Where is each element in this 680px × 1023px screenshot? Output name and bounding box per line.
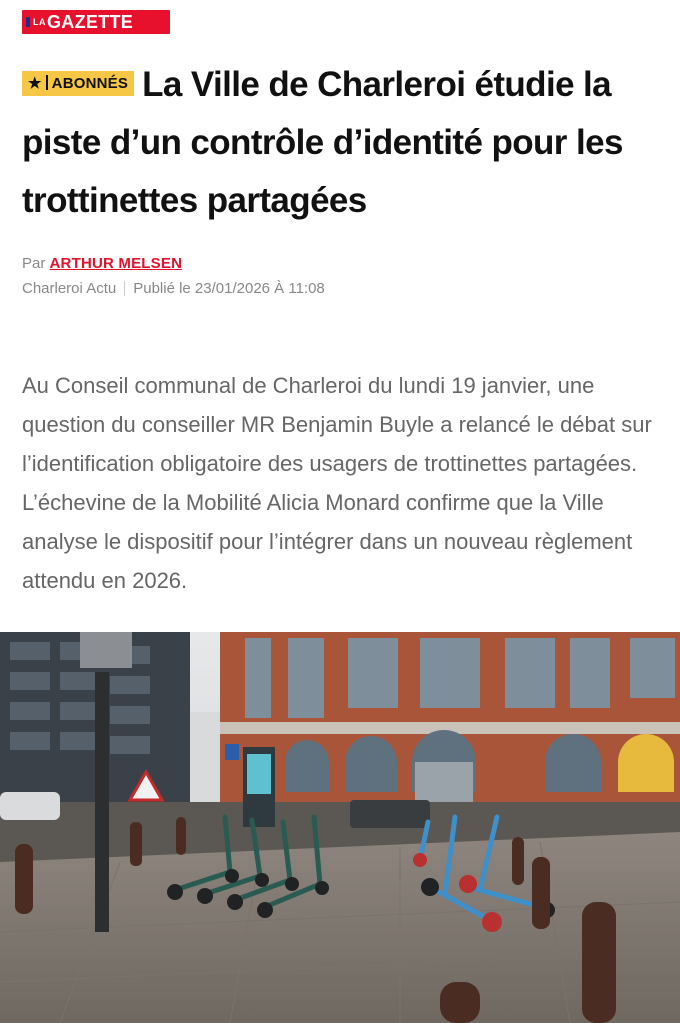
site-logo[interactable] [22, 10, 170, 34]
byline-prefix: Par [22, 255, 46, 272]
logo-name: GAZETTE [47, 11, 134, 32]
street-scene-illustration [0, 632, 680, 1023]
star-icon: ★ [28, 75, 42, 92]
flag-mark [26, 17, 30, 27]
article-header [22, 56, 662, 230]
article-photo[interactable] [0, 632, 680, 1023]
publish-date: Publié le 23/01/2026 À 11:08 [133, 280, 325, 297]
subscriber-badge [22, 71, 134, 96]
article-title [22, 56, 662, 230]
badge-divider [46, 75, 48, 90]
article-meta [22, 280, 325, 297]
byline [22, 255, 182, 272]
article-lead: Au Conseil communal de Charleroi du lundi 19 janvier, une question du conseiller MR Benjamin Buyle a relancé le débat sur l’identification obligatoire des usagers de trottinettes partagées. L’échevine de la Mobilité Alicia Monard confirme que la Ville analyse le dispositif pour l’intégrer dans un nouveau règlement attendu en 2026. [22, 373, 652, 593]
source-label: Charleroi Actu [22, 280, 117, 297]
meta-divider [124, 281, 125, 296]
author-link[interactable]: ARTHUR MELSEN [49, 255, 183, 272]
badge-label: ABONNÉS [51, 75, 129, 92]
title-text: La Ville de Charleroi étudie la piste d’un contrôle d’identité pour les trottinettes partagées [22, 65, 623, 220]
logo-prefix: LA [33, 17, 46, 27]
